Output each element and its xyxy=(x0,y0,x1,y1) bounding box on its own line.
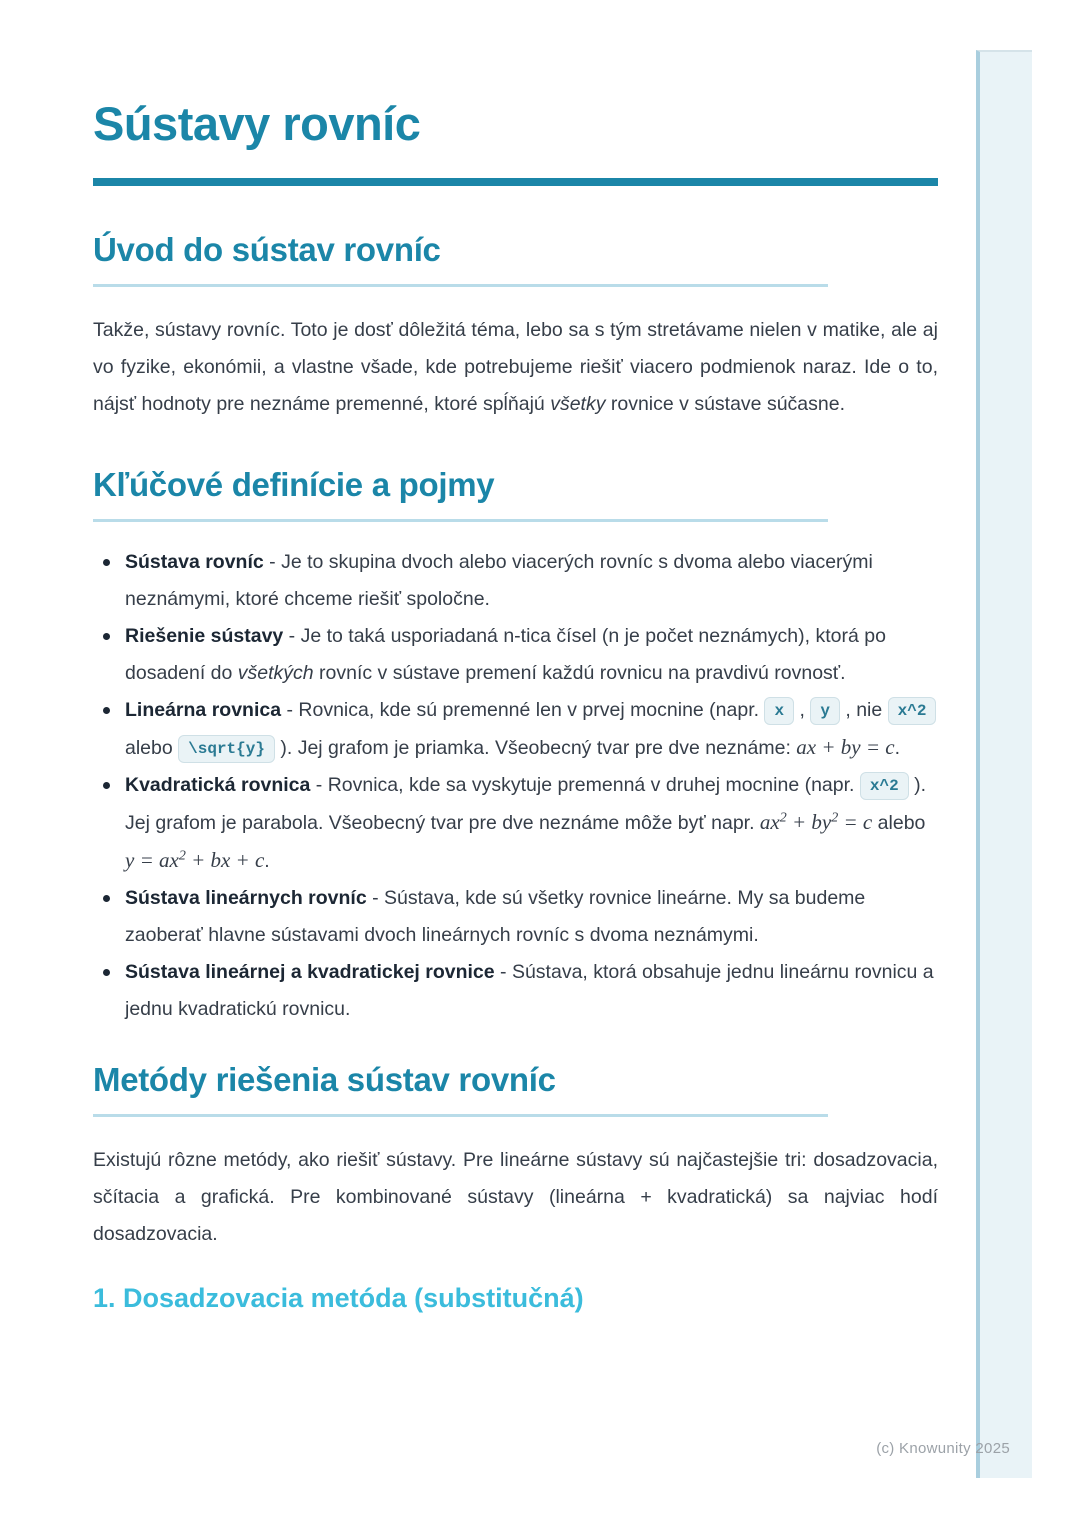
definitions-list xyxy=(93,544,938,1028)
list-item: Kvadratická rovnica - Rovnica, kde sa vyskytuje premenná v druhej mocnine (napr. x^2 ). Jej grafom je parabola. Všeobecný tvar pre dve neznáme môže byť napr. $ax^2 + by^2 = c$ alebo $y = ax^2$ + bx + c. xyxy=(93,767,938,880)
section-heading-definitions: Kľúčové definície a pojmy xyxy=(93,465,828,522)
intro-paragraph: Takže, sústavy rovníc. Toto je dosť dôležitá téma, lebo sa s tým stretávame nielen v matike, ale aj vo fyzike, ekonómii, a vlastne všade, kde potrebujeme riešiť viacero podmienok naraz. Ide o to, nájsť hodnoty pre neznáme premenné, ktoré spĺňajú všetky rovnice v sústave súčasne. xyxy=(93,319,938,415)
document-content xyxy=(93,0,938,1315)
list-item: Sústava lineárnych rovníc - Sústava, kde sú všetky rovnice lineárne. My sa budeme zaoberať hlavne sústavami dvoch lineárnych rovníc s dvoma neznámymi. xyxy=(93,880,938,954)
subsection-heading-substitution: 1. Dosadzovacia metóda (substitučná) xyxy=(93,1283,584,1313)
title-divider xyxy=(93,178,938,186)
section-heading-intro: Úvod do sústav rovníc xyxy=(93,230,828,287)
list-item: Sústava rovníc - Je to skupina dvoch alebo viacerých rovníc s dvoma alebo viacerými neznámymi, ktoré chceme riešiť spoločne. xyxy=(93,544,938,618)
page-title: Sústavy rovníc xyxy=(93,97,421,150)
right-accent-bar xyxy=(976,50,1032,1478)
list-item: Sústava lineárnej a kvadratickej rovnice - Sústava, ktorá obsahuje jednu lineárnu rovnicu a jednu kvadratickú rovnicu. xyxy=(93,954,938,1028)
list-item: Riešenie sústavy - Je to taká usporiadaná n-tica čísel (n je počet neznámych), ktorá po dosadení do všetkých rovníc v sústave premení každú rovnicu na pravdivú rovnosť. xyxy=(93,618,938,692)
methods-paragraph: Existujú rôzne metódy, ako riešiť sústavy. Pre lineárne sústavy sú najčastejšie tri: dosadzovacia, sčítacia a grafická. Pre kombinované sústavy (lineárna + kvadratická) sa najviac hodí dosadzovacia. xyxy=(93,1149,938,1245)
list-item: Lineárna rovnica - Rovnica, kde sú premenné len v prvej mocnine (napr. x , y , nie x^2 alebo \sqrt{y} ). Jej grafom je priamka. Všeobecný tvar pre dve neznáme: ax + by = c. xyxy=(93,692,938,767)
section-heading-methods: Metódy riešenia sústav rovníc xyxy=(93,1060,828,1117)
copyright-footer: (c) Knowunity 2025 xyxy=(876,1440,1010,1457)
